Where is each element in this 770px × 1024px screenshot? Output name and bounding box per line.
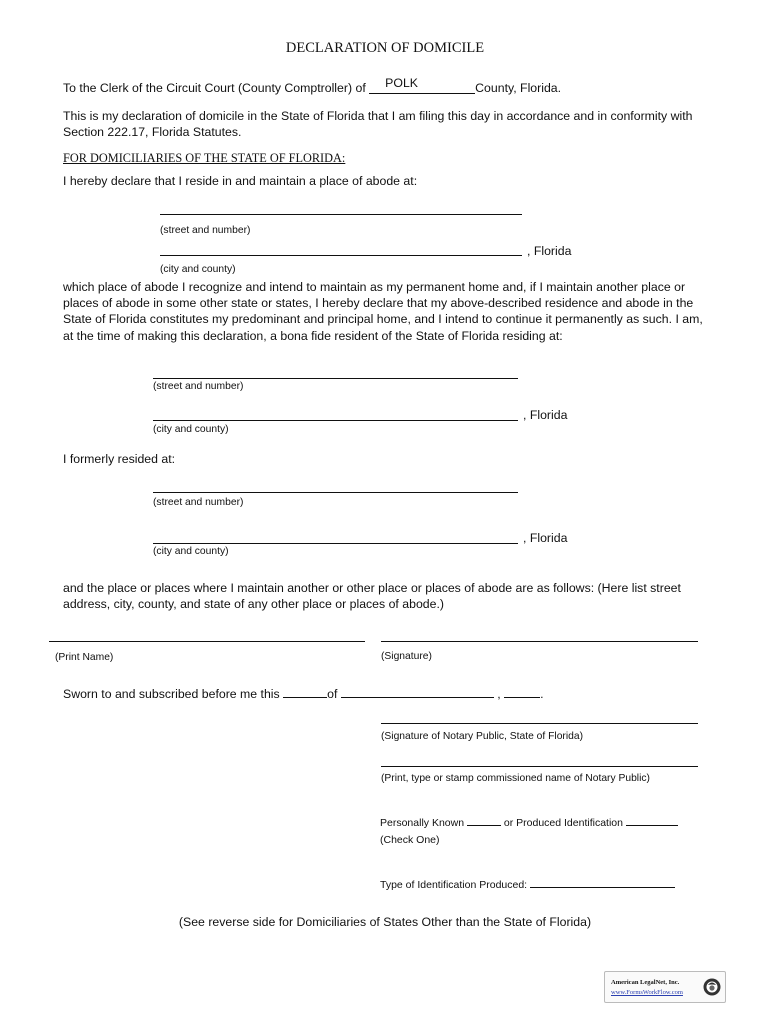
- print-name-line[interactable]: [49, 641, 365, 642]
- reside-statement: I hereby declare that I reside in and maintain a place of abode at:: [63, 174, 418, 188]
- declaration-paragraph: which place of abode I recognize and intend to maintain as my permanent home and, if I maintain another place or places of abode in some other state or states, I hereby declare that my above-described residence and abode in the State of Florida constitutes my predominant and principal home, and I intend to continue it permanently as such. I am, at the time of making this declaration, a bona fide resident of the State of Florida residing at:: [63, 280, 703, 343]
- produced-identification-checkbox[interactable]: [626, 814, 678, 826]
- sworn-of: of: [327, 687, 338, 701]
- sworn-year-field[interactable]: [504, 684, 540, 698]
- signature-line[interactable]: [381, 641, 698, 642]
- city-county-label-3: (city and county): [153, 546, 229, 557]
- page-title: DECLARATION OF DOMICILE: [285, 40, 485, 56]
- reverse-side-note: (See reverse side for Domiciliaries of States Other than the State of Florida): [178, 915, 592, 929]
- notary-name-line[interactable]: [381, 766, 698, 767]
- city-county-line-3[interactable]: [153, 543, 518, 544]
- city-county-line-2[interactable]: [153, 420, 518, 421]
- sworn-prefix: Sworn to and subscribed before me this: [63, 687, 280, 701]
- signature-label: (Signature): [381, 651, 432, 662]
- city-county-line-1[interactable]: [160, 255, 522, 256]
- city-county-label-1: (city and county): [160, 264, 236, 275]
- type-identification-line: [380, 876, 675, 892]
- street-number-label-2: (street and number): [153, 381, 244, 392]
- street-number-line-3[interactable]: [153, 492, 518, 493]
- footer-logo: [604, 971, 726, 1003]
- florida-suffix-1: , Florida: [527, 244, 572, 258]
- clerk-line-suffix: County, Florida.: [475, 81, 562, 95]
- other-abode-paragraph: and the place or places where I maintain another or other place or places of abode are as follows: (Here list street address, city, county, and state of any other place or places of abode.): [63, 581, 681, 612]
- formerly-resided: I formerly resided at:: [63, 452, 176, 466]
- print-name-label: (Print Name): [55, 652, 114, 663]
- footer-company: American LegalNet, Inc.: [611, 979, 680, 986]
- city-county-label-2: (city and county): [153, 424, 229, 435]
- sworn-month-field[interactable]: [341, 684, 494, 698]
- type-identification-field[interactable]: [530, 876, 675, 888]
- sworn-line: [63, 684, 543, 702]
- notary-name-label: (Print, type or stamp commissioned name of Notary Public): [381, 773, 650, 784]
- notary-signature-label: (Signature of Notary Public, State of Florida): [381, 731, 584, 742]
- clerk-line-prefix: To the Clerk of the Circuit Court (County Comptroller) of: [63, 81, 366, 95]
- check-one-label: (Check One): [380, 834, 440, 846]
- county-field[interactable]: [369, 76, 475, 94]
- globe-icon: [702, 976, 722, 998]
- sworn-day-field[interactable]: [283, 684, 327, 698]
- florida-suffix-3: , Florida: [523, 531, 568, 545]
- florida-suffix-2: , Florida: [523, 408, 568, 422]
- county-value: POLK: [385, 76, 418, 90]
- street-number-label-3: (street and number): [153, 497, 244, 508]
- identification-line: [380, 814, 678, 830]
- sworn-period: .: [540, 687, 544, 701]
- street-number-line-1[interactable]: [160, 214, 522, 215]
- section-heading: FOR DOMICILIARIES OF THE STATE OF FLORIDA:: [63, 151, 346, 165]
- street-number-label-1: (street and number): [160, 225, 251, 236]
- clerk-line: [63, 76, 562, 96]
- personally-known-label: Personally Known: [380, 817, 465, 829]
- type-identification-label: Type of Identification Produced:: [380, 879, 528, 891]
- street-number-line-2[interactable]: [153, 378, 518, 379]
- intro-paragraph: This is my declaration of domicile in the State of Florida that I am filing this day in accordance and in conformity with Section 222.17, Florida Statutes.: [63, 109, 693, 140]
- sworn-comma: ,: [497, 687, 501, 701]
- personally-known-checkbox[interactable]: [467, 814, 501, 826]
- notary-signature-line[interactable]: [381, 723, 698, 724]
- produced-identification-label: or Produced Identification: [503, 817, 623, 829]
- footer-website: www.FormsWorkFlow.com: [611, 989, 683, 996]
